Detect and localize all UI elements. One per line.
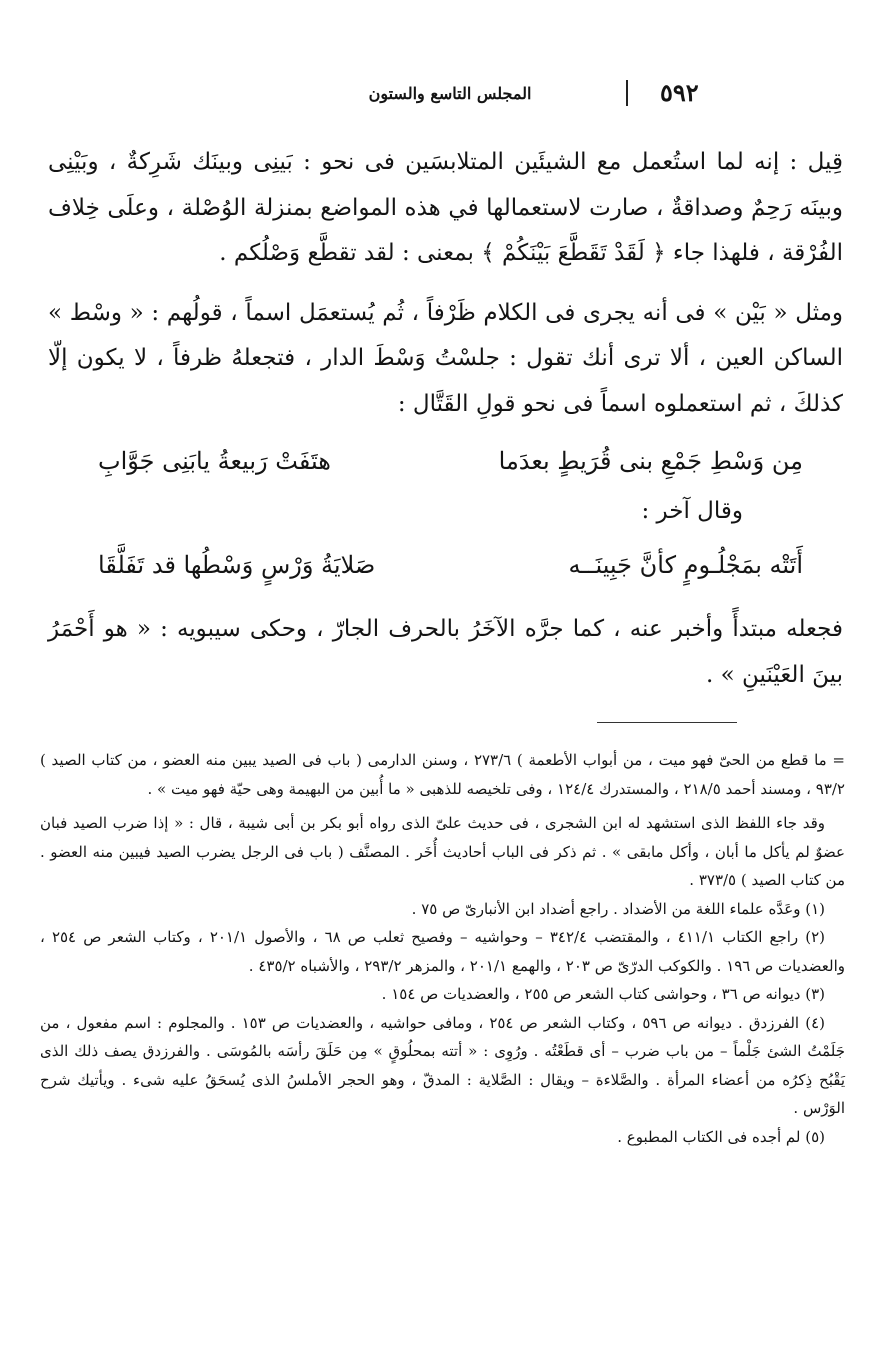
footnote-separator [597,722,737,723]
running-title: المجلس التاسع والستون [368,84,532,103]
verse-1-first-hemistich: مِن وَسْطِ جَمْعِ بنى قُرَيطٍ بعدَما [498,447,803,475]
verse-2-second-hemistich: صَلايَةُ وَرْسٍ وَسْطُها قد تَفَلَّقَا [98,551,376,579]
verse-2-first-hemistich: أَتَتْه بمَجْلُـومٍ كأنَّ جَبِينَــه [568,551,803,579]
footnote-continuation-2: وقد جاء اللفظ الذى استشهد له ابن الشجرى ، فى حديث علىّ الذى رواه أبو بكر بن أبى شيبة ، قال : « إذا ضرب الصيد فبان عضوٌ لم يأكل ما أبان ، وأكل مابقى » . ثم ذكر فى الباب أحاديث أُخَر . المصنَّف ( باب فى الرجل يضرب الصيد فيبين منه العضو . من كتاب الصيد ) ٣٧٣/٥ . [40,814,845,889]
footnote-1: (١) وعَدَّه علماء اللغة من الأضداد . راجع أضداد ابن الأنبارىّ ص ٧٥ . [411,899,825,918]
page-header [0,78,885,118]
paragraph-1: قِيل : إنه لما استُعمل مع الشيئَين المتلابسَين فى نحو : بَينِى وبينَك شَرِكةٌ ، وبَيْنِى وبينَه رَحِمٌ وصداقةٌ ، صارت لاستعمالها في هذه المواضع بمنزلة الوُصْلة ، وعلَى خِلاف الفُرْقة ، فلهذا جاء ﴿ لَقَدْ تَقَطَّعَ بَيْنَكُمْ ﴾ بمعنى : لقد تقطَّع وَصْلُكم . [48,149,843,266]
verse-1-second-hemistich: هتَفَتْ رَبيعةُ يابَنِى جَوَّابِ [98,447,331,475]
footnote-2: (٢) راجع الكتاب ٤١١/١ ، والمقتضب ٣٤٢/٤ – وحواشيه – وفصيح ثعلب ص ٦٨ ، والأصول ٢٠١/١ ، وكتاب الشعر ص ٢٥٤ ، والعضديات ص ١٩٦ . والكوكب الدرّىّ ص ٢٠٣ ، والهمع ٢٠١/١ ، والمزهر ٢٩٣/٢ ، والأشباه ٤٣٥/٢ . [40,928,845,975]
verse-1 [98,433,803,489]
verse-2-intro: وقال آخر : [641,498,743,524]
verse-2 [98,537,803,593]
header-divider [626,80,628,106]
footnote-4: (٤) الفرزدق . ديوانه ص ٥٩٦ ، وكتاب الشعر ص ٢٥٤ ، ومافى حواشيه ، والعضديات ص ١٥٣ . والمجلوم : اسم مفعول ، من جَلَمْتُ الشئ جَلْماً – من باب ضرب – أى قطَعْتُه . ورُوِى : « أتته بمحلُوقٍ » مِن حَلَقَ رأسَه بالمُوسَى . والفرزدق يصف ذلك الذى يَقْبُح ذِكرُه من أعضاء المرأة . والصَّلاءة – ويقال : الصَّلاية : المدقّ ، وهو الحجر الأملسُ الذى يُسحَقُ عليه شىء . ويأتيك شرح الوَرْس . [40,1013,845,1117]
paragraph-3: فجعله مبتدأً وأخبر عنه ، كما جرَّه الآخَرُ بالحرف الجارّ ، وحكى سيبويه : « هو أَحْمَرُ بينَ العَيْنَينِ » . [48,616,843,688]
footnote-3: (٣) ديوانه ص ٣٦ ، وحواشى كتاب الشعر ص ٢٥٥ ، والعضديات ص ١٥٤ . [381,985,825,1003]
paragraph-2: ومثل « بَيْن » فى أنه يجرى فى الكلام ظَرْفاً ، ثُم يُستعمَل اسماً ، قولُهم : « وسْط » الساكن العين ، ألا ترى أنك تقول : جلسْتُ وَسْطَ الدار ، فتجعلهُ ظرفاً ، لا يكون إلّا كذلكَ ، ثم استعملوه اسماً فى نحو قولِ القَتَّال : [48,299,843,417]
main-text [48,140,843,698]
footnote-5: (٥) لم أجده فى الكتاب المطبوع . [617,1127,825,1146]
footnote-continuation-1: = ما قطع من الحىّ فهو ميت ، من أبواب الأطعمة ) ٢٧٣/٦ ، وسنن الدارمى ( باب فى الصيد يبين منه العضو ، من كتاب الصيد ) ٩٣/٢ ، ومسند أحمد ٢١٨/٥ ، والمستدرك ١٢٤/٤ ، وفى تلخيصه للذهبى « ما أُبين من البهيمة وهى حيّة فهو ميت » . [40,751,845,798]
page-number: ٥٩٢ [660,78,699,107]
footnotes [40,746,845,1151]
